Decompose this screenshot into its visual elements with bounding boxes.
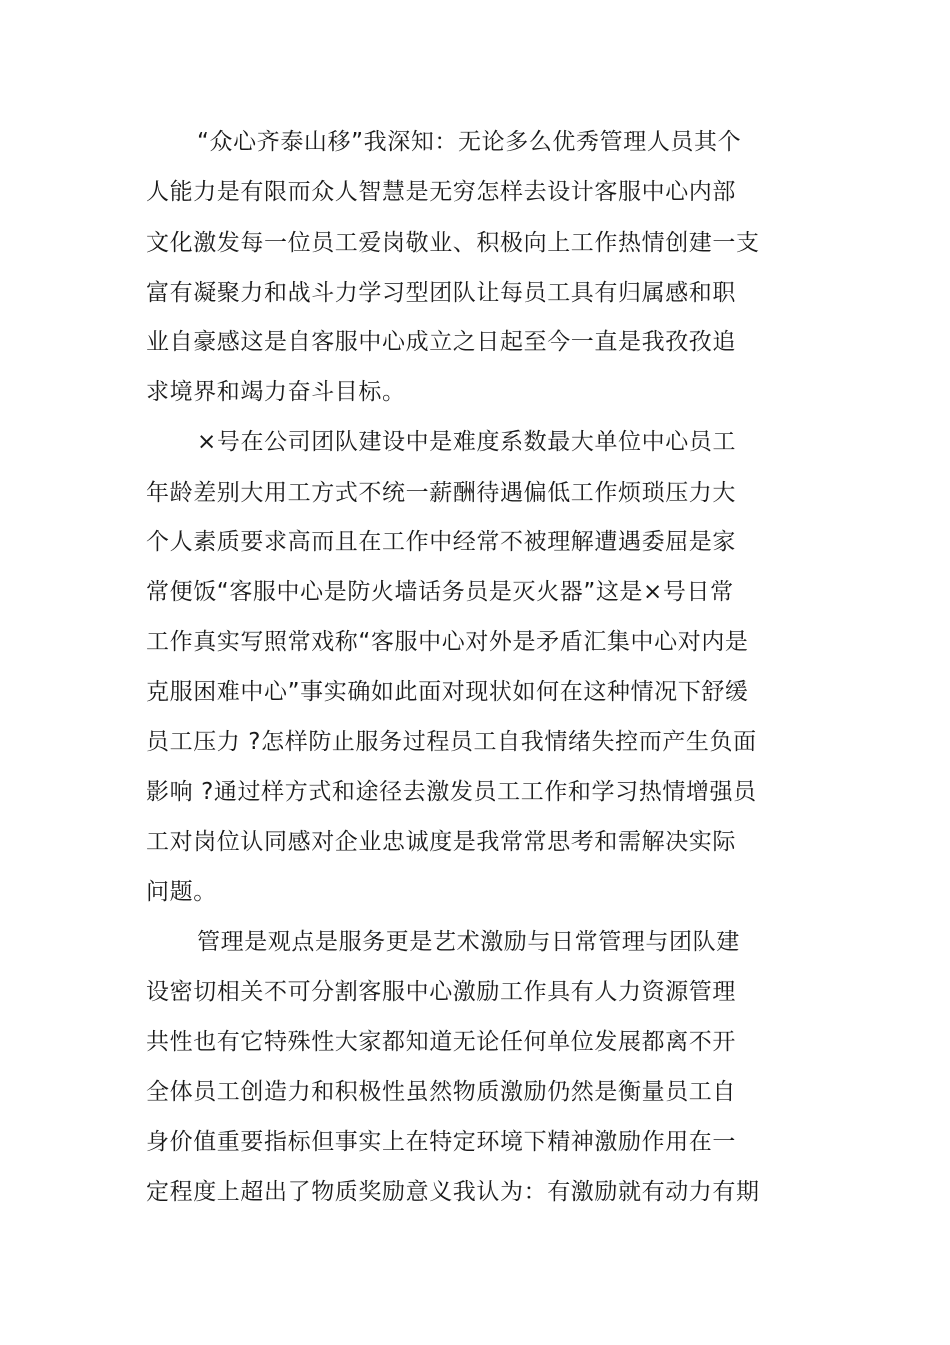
paragraph-2-line-4: 常便饭“客服中心是防火墙话务员是灭火器”这是×号日常 xyxy=(146,579,734,605)
paragraph-2-line-1: ×号在公司团队建设中是难度系数最大单位中心员工 xyxy=(197,429,737,455)
paragraph-2-line-7: 员工压力 ?怎样防止服务过程员工自我情绪失控而产生负面 xyxy=(146,729,757,755)
paragraph-3-line-3: 共性也有它特殊性大家都知道无论任何单位发展都离不开 xyxy=(146,1029,736,1055)
paragraph-3-line-1: 管理是观点是服务更是艺术激励与日常管理与团队建 xyxy=(197,929,740,955)
paragraph-1-line-5: 业自豪感这是自客服中心成立之日起至今一直是我孜孜追 xyxy=(146,329,736,355)
paragraph-1-line-6: 求境界和竭力奋斗目标。 xyxy=(146,379,406,405)
paragraph-3-line-5: 身价值重要指标但事实上在特定环境下精神激励作用在一 xyxy=(146,1129,736,1155)
paragraph-2-line-5: 工作真实写照常戏称“客服中心对外是矛盾汇集中心对内是 xyxy=(146,629,749,655)
paragraph-2-line-6: 克服困难中心”事实确如此面对现状如何在这种情况下舒缓 xyxy=(146,679,749,705)
paragraph-2-line-8: 影响 ?通过样方式和途径去激发员工工作和学习热情增强员 xyxy=(146,779,757,805)
paragraph-3-line-2: 设密切相关不可分割客服中心激励工作具有人力资源管理 xyxy=(146,979,736,1005)
paragraph-3-line-6: 定程度上超出了物质奖励意义我认为：有激励就有动力有期 xyxy=(146,1179,760,1205)
paragraph-2-line-9: 工对岗位认同感对企业忠诚度是我常常思考和需解决实际 xyxy=(146,829,736,855)
paragraph-2-line-3: 个人素质要求高而且在工作中经常不被理解遭遇委屈是家 xyxy=(146,529,736,555)
paragraph-2-line-10: 问题。 xyxy=(146,879,217,905)
paragraph-1-line-4: 富有凝聚力和战斗力学习型团队让每员工具有归属感和职 xyxy=(146,280,736,306)
paragraph-2-line-2: 年龄差别大用工方式不统一薪酬待遇偏低工作烦琐压力大 xyxy=(146,480,736,506)
paragraph-3-line-4: 全体员工创造力和积极性虽然物质激励仍然是衡量员工自 xyxy=(146,1079,736,1105)
paragraph-1-line-1: “众心齐泰山移”我深知：无论多么优秀管理人员其个 xyxy=(197,129,742,155)
paragraph-1-line-3: 文化激发每一位员工爱岗敬业、积极向上工作热情创建一支 xyxy=(146,230,760,256)
paragraph-1-line-2: 人能力是有限而众人智慧是无穷怎样去设计客服中心内部 xyxy=(146,179,736,205)
